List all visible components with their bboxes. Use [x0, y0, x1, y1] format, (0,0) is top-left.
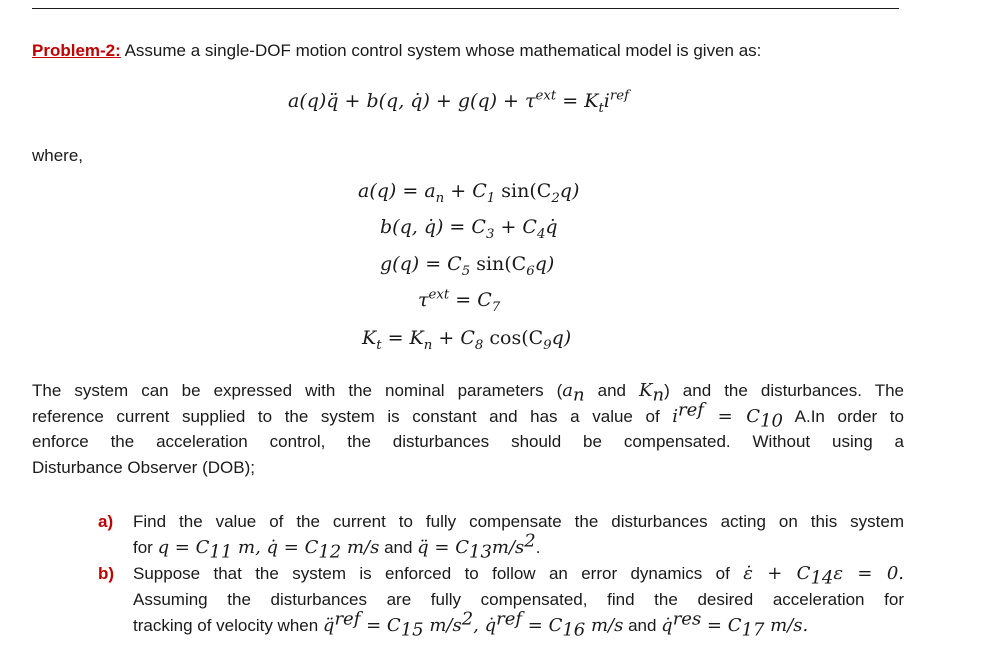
- qa-ms2: m/s: [491, 537, 525, 558]
- para-n1: n: [573, 384, 585, 406]
- def-k-n: n: [423, 337, 433, 353]
- where-label: where,: [32, 146, 84, 165]
- para-l1a: The system can be expressed with the nominal parameters (: [32, 381, 563, 400]
- qb-eq3: = C: [701, 615, 742, 636]
- def-k-end: q): [551, 327, 572, 349]
- paragraph-line-3: enforce the acceleration control, the disturbances should be compensated. Without using a: [32, 432, 904, 451]
- para-l1b: ) and the disturbances. The: [664, 381, 905, 400]
- qb-s15: 15: [400, 619, 424, 641]
- def-a-n: n: [435, 190, 445, 206]
- qb-s17: 17: [741, 619, 765, 641]
- question-a-label: a): [98, 512, 114, 531]
- def-b-end: q̇: [545, 216, 558, 238]
- qa-q: q = C: [157, 537, 210, 558]
- qa-m: m,: [232, 537, 267, 558]
- qb-sq: 2: [461, 608, 474, 630]
- para-ref: ref: [678, 398, 704, 420]
- def-k-t: t: [376, 337, 382, 353]
- def-tau-ext: ext: [428, 287, 450, 303]
- qb-and: and: [623, 616, 662, 635]
- qb-s14: 14: [810, 567, 834, 589]
- question-a-line-2: [133, 530, 904, 563]
- para-an: a: [562, 380, 573, 401]
- definition-g: [380, 253, 555, 279]
- def-b-lhs: b(q, q̇) = C: [380, 216, 486, 238]
- def-tau-s7: 7: [491, 299, 501, 315]
- paragraph-line-1: [32, 378, 904, 404]
- def-tau-mid: = C: [449, 289, 492, 311]
- problem-heading: [32, 40, 761, 62]
- def-b-s4: 4: [536, 226, 546, 242]
- def-a-s2: 2: [551, 190, 560, 206]
- definition-tau: [418, 287, 501, 315]
- para-and: and: [584, 381, 640, 400]
- problem-title: Problem-2:: [32, 41, 121, 60]
- top-rule: [32, 8, 899, 9]
- def-k-lhs: K: [362, 327, 377, 349]
- qb-res: res: [672, 608, 702, 630]
- def-b-s3: 3: [485, 226, 495, 242]
- qa-s12: 12: [318, 541, 342, 563]
- def-a-mid: + C: [444, 180, 487, 202]
- def-k-s9: 9: [543, 337, 552, 353]
- def-g-s5: 5: [461, 263, 471, 279]
- main-eq-equals: = K: [556, 90, 599, 112]
- main-eq-lhs: a(q)q̈ + b(q, q̇) + g(q) + τ: [288, 90, 536, 112]
- main-equation: [288, 88, 630, 116]
- question-b-line-2: Assuming the disturbances are fully compensated, find the desired acceleration for: [133, 590, 904, 609]
- def-a-sin: sin(C: [495, 180, 552, 202]
- qa-qdd: q̈ = C: [417, 537, 469, 558]
- qa-for: for: [133, 538, 158, 557]
- def-b-mid: + C: [494, 216, 537, 238]
- qa-and: and: [379, 538, 418, 557]
- qb-q3: q̇: [661, 615, 673, 636]
- qb-comma: ,: [473, 615, 485, 636]
- question-b-line-3: [133, 608, 904, 641]
- def-g-s6: 6: [526, 263, 535, 279]
- def-k-plus: + C: [432, 327, 475, 349]
- qb-eq2: = C: [522, 615, 563, 636]
- paragraph-line-4: Disturbance Observer (DOB);: [32, 457, 255, 477]
- def-tau-lhs: τ: [418, 289, 429, 311]
- qb-l1a: Suppose that the system is enforced to follow an error dynamics of: [133, 564, 744, 583]
- qb-s16: 16: [562, 619, 586, 641]
- para-eq: = C: [703, 405, 761, 427]
- question-a-line-1: Find the value of the current to fully compensate the disturbances acting on this system: [133, 512, 904, 531]
- definition-a: [358, 180, 580, 206]
- question-b-label: b): [98, 564, 115, 583]
- qb-e: ε̇ + C: [743, 563, 811, 584]
- question-b-line-1: [133, 561, 904, 587]
- qa-s13: 13: [469, 541, 492, 563]
- para-kn: K: [639, 380, 653, 401]
- qa-s11: 11: [209, 541, 233, 563]
- qb-q2: q̇: [484, 615, 497, 636]
- system-paragraph: [32, 378, 904, 480]
- def-k-s8: 8: [474, 337, 484, 353]
- qb-eq1: = C: [360, 615, 401, 636]
- main-eq-ref: ref: [609, 88, 630, 104]
- qb-ref2: ref: [496, 608, 523, 630]
- def-a-lhs: a(q) = a: [358, 180, 436, 202]
- para-s10: 10: [760, 409, 783, 431]
- qa-end: .: [535, 538, 541, 557]
- qa-ms: m/s: [341, 537, 380, 558]
- def-a-end: q): [559, 180, 580, 202]
- qb-q1: q̈: [322, 615, 335, 636]
- qb-l1b: ε = 0.: [833, 563, 904, 584]
- def-g-lhs: g(q) = C: [380, 253, 462, 275]
- def-k-mid: = K: [381, 327, 424, 349]
- def-a-s1: 1: [486, 190, 496, 206]
- def-k-cos: cos(C: [483, 327, 544, 349]
- para-n2: n: [652, 384, 665, 406]
- para-i: i: [672, 405, 679, 427]
- question-b-body: [133, 561, 904, 639]
- def-g-end: q): [534, 253, 555, 275]
- definition-k: [362, 327, 572, 353]
- question-a-body: [133, 509, 904, 561]
- qb-u1: m/s: [423, 615, 462, 636]
- qa-qd: q̇ = C: [266, 537, 319, 558]
- qb-ref1: ref: [334, 608, 361, 630]
- qb-u2: m/s: [585, 615, 624, 636]
- qa-sq: 2: [524, 530, 536, 552]
- para-l2b: A.In order to: [782, 406, 904, 426]
- main-eq-t: t: [598, 100, 604, 116]
- main-eq-ext: ext: [535, 88, 557, 104]
- main-eq-i: i: [603, 90, 610, 112]
- qb-l3a: tracking of velocity when: [133, 616, 323, 635]
- para-l2a: reference current supplied to the system is constant and has a value of: [32, 406, 673, 426]
- problem-intro: Assume a single-DOF motion control system whose mathematical model is given as:: [120, 41, 762, 60]
- definition-b: [380, 216, 558, 242]
- def-g-sin: sin(C: [470, 253, 527, 275]
- paragraph-line-2: [32, 398, 904, 431]
- qb-u3: m/s.: [764, 615, 809, 636]
